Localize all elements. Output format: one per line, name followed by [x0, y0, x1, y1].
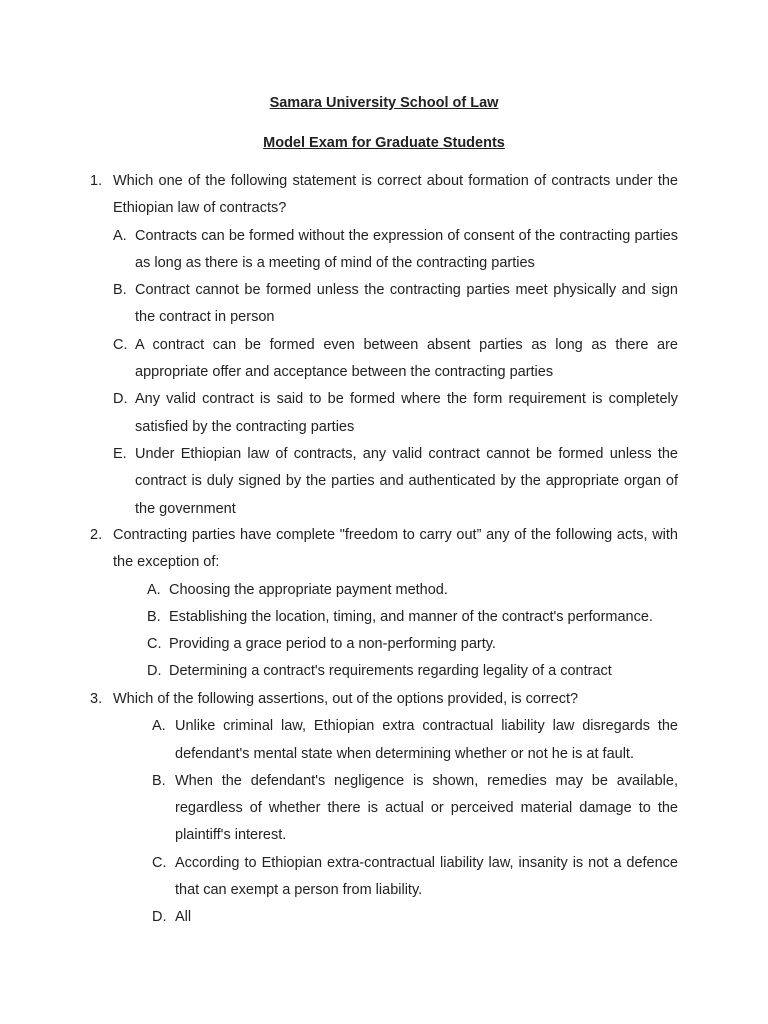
question-text: Which one of the following statement is correct about formation of contracts under the Ethiopian law of contracts? — [113, 173, 678, 217]
option-a — [113, 223, 678, 278]
question-text: Contracting parties have complete "freedom to carry out” any of the following acts, with the exception of: — [113, 527, 678, 571]
option-letter: A. — [147, 581, 161, 598]
option-list — [113, 223, 678, 523]
option-text: Determining a contract's requirements regarding legality of a contract — [169, 663, 612, 680]
option-d — [113, 386, 678, 441]
option-text: Contract cannot be formed unless the contracting parties meet physically and sign the contract in person — [135, 282, 678, 326]
option-text: Any valid contract is said to be formed where the form requirement is completely satisfied by the contracting parties — [135, 391, 678, 435]
option-letter: B. — [147, 608, 161, 625]
option-letter: C. — [147, 636, 162, 653]
option-text: Establishing the location, timing, and manner of the contract's performance. — [169, 608, 653, 625]
option-list — [152, 713, 678, 931]
option-letter: B. — [152, 772, 166, 789]
option-d — [152, 904, 678, 931]
option-letter: A. — [113, 227, 127, 244]
option-text: All — [175, 909, 192, 926]
option-b — [113, 277, 678, 332]
option-b — [147, 604, 678, 631]
option-text: Under Ethiopian law of contracts, any valid contract cannot be formed unless the contract is duly signed by the parties and authenticated by the appropriate organ of the government — [135, 445, 678, 517]
option-text: Unlike criminal law, Ethiopian extra contractual liability law disregards the defendant's mental state when determining whether or not he is at fault. — [175, 718, 678, 762]
document-title: Samara University School of Law — [269, 95, 499, 111]
option-c — [113, 332, 678, 387]
question-number: 3. — [90, 691, 103, 707]
option-letter: B. — [113, 282, 127, 299]
question-1 — [90, 168, 678, 523]
option-e — [113, 441, 678, 523]
question-2 — [90, 522, 678, 686]
option-d — [147, 658, 678, 685]
document-subtitle: Model Exam for Graduate Students — [263, 135, 505, 151]
question-number: 1. — [90, 173, 103, 189]
option-letter: D. — [113, 391, 128, 408]
option-text: A contract can be formed even between absent parties as long as there are appropriate offer and acceptance between the contracting parties — [135, 336, 678, 381]
option-a — [152, 713, 678, 768]
question-text: Which of the following assertions, out of the options provided, is correct? — [113, 691, 579, 707]
option-c — [147, 631, 678, 658]
question-number: 2. — [90, 527, 103, 543]
option-letter: A. — [152, 718, 166, 735]
option-text: Providing a grace period to a non-performing party. — [169, 636, 496, 653]
option-a — [147, 577, 678, 604]
option-c — [152, 850, 678, 905]
option-letter: E. — [113, 445, 127, 462]
option-letter: C. — [113, 336, 128, 353]
option-letter: D. — [152, 909, 167, 926]
option-list — [147, 577, 678, 686]
option-letter: C. — [152, 854, 167, 871]
option-letter: D. — [147, 663, 162, 680]
option-text: Contracts can be formed without the expression of consent of the contracting parties as long as there is a meeting of mind of the contracting parties — [135, 227, 678, 271]
question-3 — [90, 686, 678, 932]
option-text: Choosing the appropriate payment method. — [169, 581, 448, 598]
option-text: According to Ethiopian extra-contractual liability law, insanity is not a defence that can exempt a person from liability. — [175, 854, 678, 899]
option-b — [152, 768, 678, 850]
option-text: When the defendant's negligence is shown, remedies may be available, regardless of whether there is actual or perceived material damage to the plaintiff's interest. — [175, 772, 678, 844]
